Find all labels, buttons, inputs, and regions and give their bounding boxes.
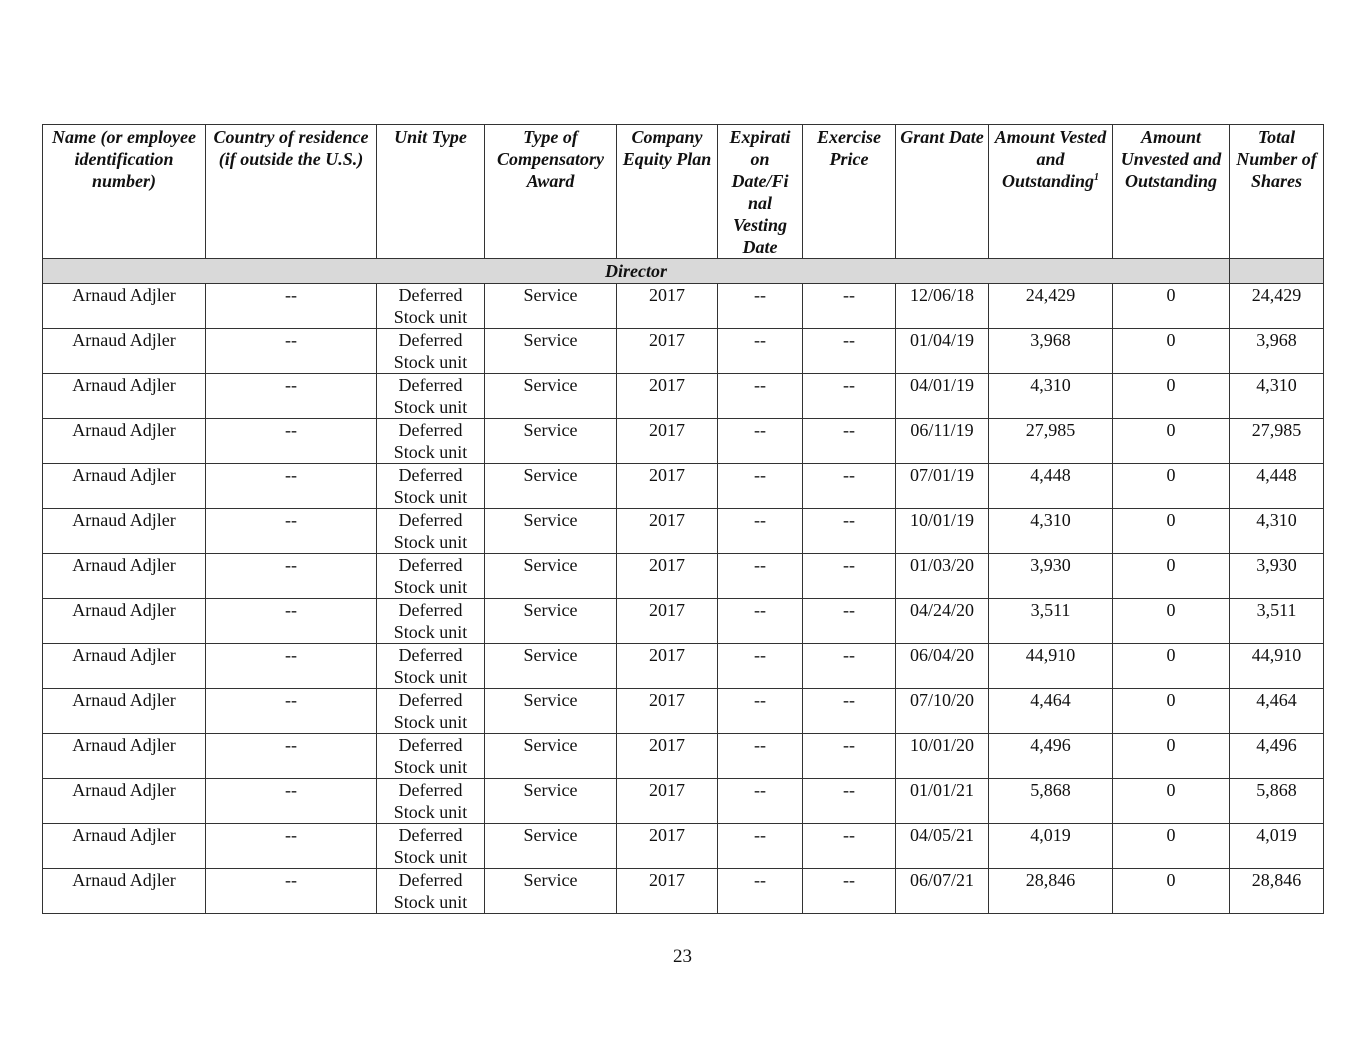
cell-amount-vested: 4,496 [989,734,1113,779]
cell-equity-plan: 2017 [617,734,718,779]
cell-unit-type: Deferred Stock unit [377,644,485,689]
table-row [43,599,1324,644]
header-row [43,125,1324,259]
cell-grant-date: 04/01/19 [896,374,989,419]
cell-expiration-date: -- [718,869,803,914]
table-row [43,464,1324,509]
cell-total-shares: 24,429 [1230,284,1324,329]
cell-total-shares: 4,310 [1230,509,1324,554]
cell-equity-plan: 2017 [617,419,718,464]
page-number: 23 [673,946,692,967]
cell-country: -- [206,419,377,464]
cell-expiration-date: -- [718,284,803,329]
cell-grant-date: 04/05/21 [896,824,989,869]
header-unit-type [377,125,485,259]
cell-award-type: Service [485,779,617,824]
cell-equity-plan: 2017 [617,824,718,869]
cell-equity-plan: 2017 [617,554,718,599]
cell-award-type: Service [485,464,617,509]
cell-exercise-price: -- [803,374,896,419]
table-row [43,554,1324,599]
cell-amount-vested: 24,429 [989,284,1113,329]
cell-country: -- [206,284,377,329]
cell-total-shares: 4,310 [1230,374,1324,419]
table-row [43,869,1324,914]
cell-amount-unvested: 0 [1113,599,1230,644]
cell-equity-plan: 2017 [617,464,718,509]
cell-expiration-date: -- [718,419,803,464]
header-expiration-date [718,125,803,259]
cell-amount-unvested: 0 [1113,689,1230,734]
cell-country: -- [206,374,377,419]
header-equity-plan [617,125,718,259]
cell-award-type: Service [485,374,617,419]
header-amount-unvested-label: Amount Unvested and Outstanding [1120,127,1222,191]
cell-total-shares: 28,846 [1230,869,1324,914]
cell-total-shares: 44,910 [1230,644,1324,689]
cell-amount-vested: 4,310 [989,509,1113,554]
header-name-label: Name (or employee identification number) [52,127,196,191]
cell-expiration-date: -- [718,644,803,689]
cell-expiration-date: -- [718,779,803,824]
cell-expiration-date: -- [718,734,803,779]
cell-total-shares: 4,496 [1230,734,1324,779]
footnote-marker: 1 [1094,172,1100,183]
header-country-label: Country of residence (if outside the U.S.) [213,127,369,169]
cell-amount-vested: 27,985 [989,419,1113,464]
table-row [43,419,1324,464]
cell-grant-date: 07/10/20 [896,689,989,734]
cell-expiration-date: -- [718,824,803,869]
cell-exercise-price: -- [803,284,896,329]
header-expiration-date-label: Expirati on Date/Fi nal Vesting Date [729,127,791,257]
cell-name: Arnaud Adjler [43,509,206,554]
cell-expiration-date: -- [718,329,803,374]
cell-country: -- [206,734,377,779]
cell-total-shares: 4,464 [1230,689,1324,734]
cell-country: -- [206,329,377,374]
cell-unit-type: Deferred Stock unit [377,779,485,824]
cell-country: -- [206,824,377,869]
cell-award-type: Service [485,284,617,329]
cell-unit-type: Deferred Stock unit [377,509,485,554]
header-grant-date [896,125,989,259]
table-row [43,824,1324,869]
cell-amount-unvested: 0 [1113,779,1230,824]
table-body [43,259,1324,914]
section-row-director [43,259,1324,284]
cell-award-type: Service [485,329,617,374]
cell-amount-unvested: 0 [1113,644,1230,689]
cell-country: -- [206,644,377,689]
table-row [43,644,1324,689]
cell-exercise-price: -- [803,464,896,509]
cell-unit-type: Deferred Stock unit [377,869,485,914]
header-total-shares-label: Total Number of Shares [1236,127,1317,191]
cell-amount-unvested: 0 [1113,464,1230,509]
cell-total-shares: 4,448 [1230,464,1324,509]
cell-amount-vested: 4,019 [989,824,1113,869]
cell-exercise-price: -- [803,869,896,914]
table-row [43,509,1324,554]
cell-total-shares: 3,511 [1230,599,1324,644]
cell-name: Arnaud Adjler [43,689,206,734]
cell-amount-unvested: 0 [1113,509,1230,554]
cell-expiration-date: -- [718,689,803,734]
cell-unit-type: Deferred Stock unit [377,419,485,464]
cell-exercise-price: -- [803,554,896,599]
cell-unit-type: Deferred Stock unit [377,599,485,644]
table-row [43,374,1324,419]
cell-grant-date: 10/01/19 [896,509,989,554]
cell-expiration-date: -- [718,374,803,419]
cell-country: -- [206,554,377,599]
cell-name: Arnaud Adjler [43,464,206,509]
cell-country: -- [206,869,377,914]
cell-expiration-date: -- [718,554,803,599]
cell-unit-type: Deferred Stock unit [377,824,485,869]
header-name [43,125,206,259]
cell-amount-vested: 28,846 [989,869,1113,914]
cell-award-type: Service [485,824,617,869]
cell-exercise-price: -- [803,599,896,644]
cell-name: Arnaud Adjler [43,329,206,374]
table-row [43,329,1324,374]
cell-total-shares: 5,868 [1230,779,1324,824]
cell-grant-date: 06/04/20 [896,644,989,689]
cell-equity-plan: 2017 [617,644,718,689]
cell-amount-vested: 4,310 [989,374,1113,419]
cell-amount-vested: 4,464 [989,689,1113,734]
cell-amount-vested: 5,868 [989,779,1113,824]
cell-grant-date: 12/06/18 [896,284,989,329]
cell-country: -- [206,464,377,509]
cell-award-type: Service [485,689,617,734]
grants-table [42,124,1324,914]
cell-country: -- [206,599,377,644]
cell-exercise-price: -- [803,644,896,689]
cell-equity-plan: 2017 [617,689,718,734]
cell-award-type: Service [485,869,617,914]
cell-grant-date: 10/01/20 [896,734,989,779]
cell-unit-type: Deferred Stock unit [377,374,485,419]
cell-total-shares: 4,019 [1230,824,1324,869]
cell-unit-type: Deferred Stock unit [377,284,485,329]
cell-country: -- [206,509,377,554]
cell-award-type: Service [485,644,617,689]
cell-amount-unvested: 0 [1113,734,1230,779]
cell-name: Arnaud Adjler [43,554,206,599]
header-exercise-price-label: Exercise Price [817,127,881,169]
cell-amount-unvested: 0 [1113,284,1230,329]
cell-amount-vested: 44,910 [989,644,1113,689]
cell-amount-unvested: 0 [1113,419,1230,464]
cell-amount-unvested: 0 [1113,374,1230,419]
cell-exercise-price: -- [803,329,896,374]
cell-equity-plan: 2017 [617,284,718,329]
cell-exercise-price: -- [803,734,896,779]
cell-total-shares: 3,968 [1230,329,1324,374]
cell-amount-unvested: 0 [1113,869,1230,914]
cell-exercise-price: -- [803,509,896,554]
cell-exercise-price: -- [803,824,896,869]
cell-country: -- [206,779,377,824]
cell-grant-date: 06/11/19 [896,419,989,464]
cell-unit-type: Deferred Stock unit [377,554,485,599]
cell-exercise-price: -- [803,419,896,464]
cell-unit-type: Deferred Stock unit [377,734,485,779]
cell-award-type: Service [485,419,617,464]
cell-country: -- [206,689,377,734]
cell-unit-type: Deferred Stock unit [377,329,485,374]
cell-name: Arnaud Adjler [43,419,206,464]
header-award-type [485,125,617,259]
header-amount-unvested [1113,125,1230,259]
cell-name: Arnaud Adjler [43,734,206,779]
cell-award-type: Service [485,509,617,554]
cell-unit-type: Deferred Stock unit [377,464,485,509]
header-country [206,125,377,259]
cell-exercise-price: -- [803,689,896,734]
cell-amount-unvested: 0 [1113,824,1230,869]
header-amount-vested [989,125,1113,259]
header-award-type-label: Type of Compensatory Award [496,127,604,191]
cell-equity-plan: 2017 [617,599,718,644]
cell-amount-vested: 3,968 [989,329,1113,374]
cell-name: Arnaud Adjler [43,374,206,419]
table-row [43,689,1324,734]
cell-total-shares: 3,930 [1230,554,1324,599]
cell-grant-date: 07/01/19 [896,464,989,509]
header-equity-plan-label: Company Equity Plan [622,127,712,169]
cell-grant-date: 01/01/21 [896,779,989,824]
cell-exercise-price: -- [803,779,896,824]
cell-grant-date: 01/04/19 [896,329,989,374]
cell-grant-date: 06/07/21 [896,869,989,914]
cell-grant-date: 04/24/20 [896,599,989,644]
cell-amount-vested: 3,930 [989,554,1113,599]
header-total-shares [1230,125,1324,259]
cell-equity-plan: 2017 [617,509,718,554]
table-row [43,779,1324,824]
section-empty-cell [1230,259,1324,284]
cell-equity-plan: 2017 [617,329,718,374]
cell-amount-unvested: 0 [1113,554,1230,599]
cell-equity-plan: 2017 [617,869,718,914]
cell-name: Arnaud Adjler [43,599,206,644]
cell-name: Arnaud Adjler [43,824,206,869]
cell-award-type: Service [485,554,617,599]
cell-name: Arnaud Adjler [43,869,206,914]
cell-grant-date: 01/03/20 [896,554,989,599]
table-row [43,284,1324,329]
table-row [43,734,1324,779]
cell-award-type: Service [485,734,617,779]
cell-award-type: Service [485,599,617,644]
header-amount-vested-label: Amount Vested and Outstanding [994,127,1107,191]
cell-name: Arnaud Adjler [43,644,206,689]
header-grant-date-label: Grant Date [900,127,984,147]
cell-equity-plan: 2017 [617,374,718,419]
cell-unit-type: Deferred Stock unit [377,689,485,734]
cell-name: Arnaud Adjler [43,284,206,329]
cell-expiration-date: -- [718,599,803,644]
header-unit-type-label: Unit Type [394,127,467,147]
cell-expiration-date: -- [718,464,803,509]
cell-total-shares: 27,985 [1230,419,1324,464]
header-exercise-price [803,125,896,259]
cell-amount-vested: 4,448 [989,464,1113,509]
cell-amount-unvested: 0 [1113,329,1230,374]
cell-equity-plan: 2017 [617,779,718,824]
cell-amount-vested: 3,511 [989,599,1113,644]
section-label: Director [43,259,1230,284]
cell-name: Arnaud Adjler [43,779,206,824]
cell-expiration-date: -- [718,509,803,554]
